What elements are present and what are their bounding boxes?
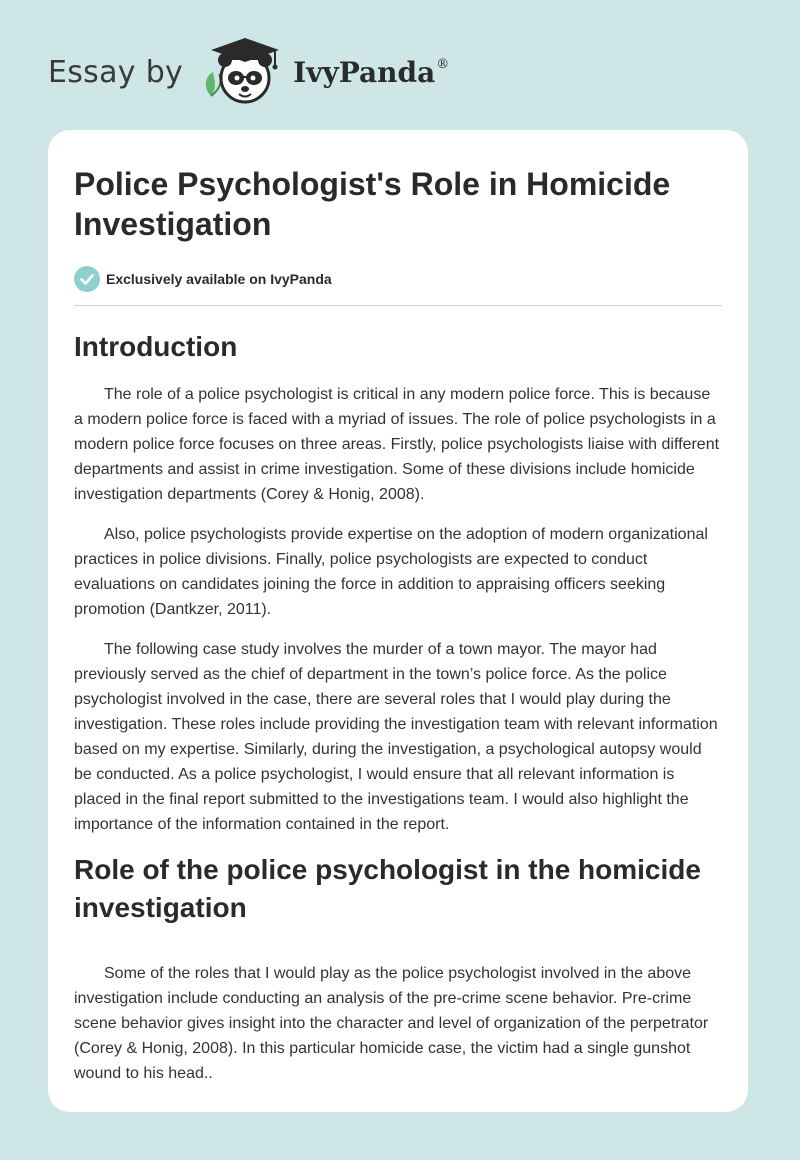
exclusive-label: Exclusively available on IvyPanda [106, 271, 332, 287]
brand-name[interactable]: IvyPanda® [293, 55, 450, 89]
section-heading-role: Role of the police psychologist in the homicide investigation [74, 854, 701, 923]
essay-by-label: Essay by [48, 54, 184, 90]
paragraph: The role of a police psychologist is critical in any modern police force. This is because a modern police force is faced with a myriad of issues. The role of police psychologists in a modern police force focuses on three areas. Firstly, police psychologists liaise with different departments and assist in crime investigation. Some of these divisions include homicide investigation departments (Corey & Honig, 2008). [74, 386, 720, 503]
exclusive-badge [74, 266, 722, 292]
site-header [48, 34, 508, 110]
check-circle-icon [74, 266, 100, 292]
paragraph: Also, police psychologists provide expertise on the adoption of modern organizational practices in police divisions. Finally, police psychologists are expected to conduct evaluations on candidates joining the force in addition to appraising officers seeking promotion (Dantkzer, 2011). [74, 526, 708, 618]
registered-mark: ® [436, 56, 450, 72]
essay-title: Police Psychologist's Role in Homicide Investigation [74, 166, 671, 242]
essay-card [48, 130, 748, 1112]
paragraph: Some of the roles that I would play as the police psychologist involved in the above investigation include conducting an analysis of the pre-crime scene behavior. Pre-crime scene behavior gives insight into the character and level of organization of the perpetrator (Corey & Honig, 2008). In this particular homicide case, the victim had a single gunshot wound to his head.. [74, 965, 709, 1082]
title-divider [74, 305, 722, 306]
paragraph: The following case study involves the murder of a town mayor. The mayor had previously served as the chief of department in the town’s police force. As the police psychologist involved in the case, there are several roles that I would play during the investigation. These roles include providing the investigation team with relevant information based on my expertise. Similarly, during the investigation, a psychological autopsy would be conducted. As a police psychologist, I would ensure that all relevant information is placed in the final report submitted to the investigations team. I would also highlight the importance of the information contained in the report. [74, 641, 718, 833]
panda-graduate-icon [199, 36, 285, 108]
section-heading-introduction: Introduction [74, 331, 238, 362]
